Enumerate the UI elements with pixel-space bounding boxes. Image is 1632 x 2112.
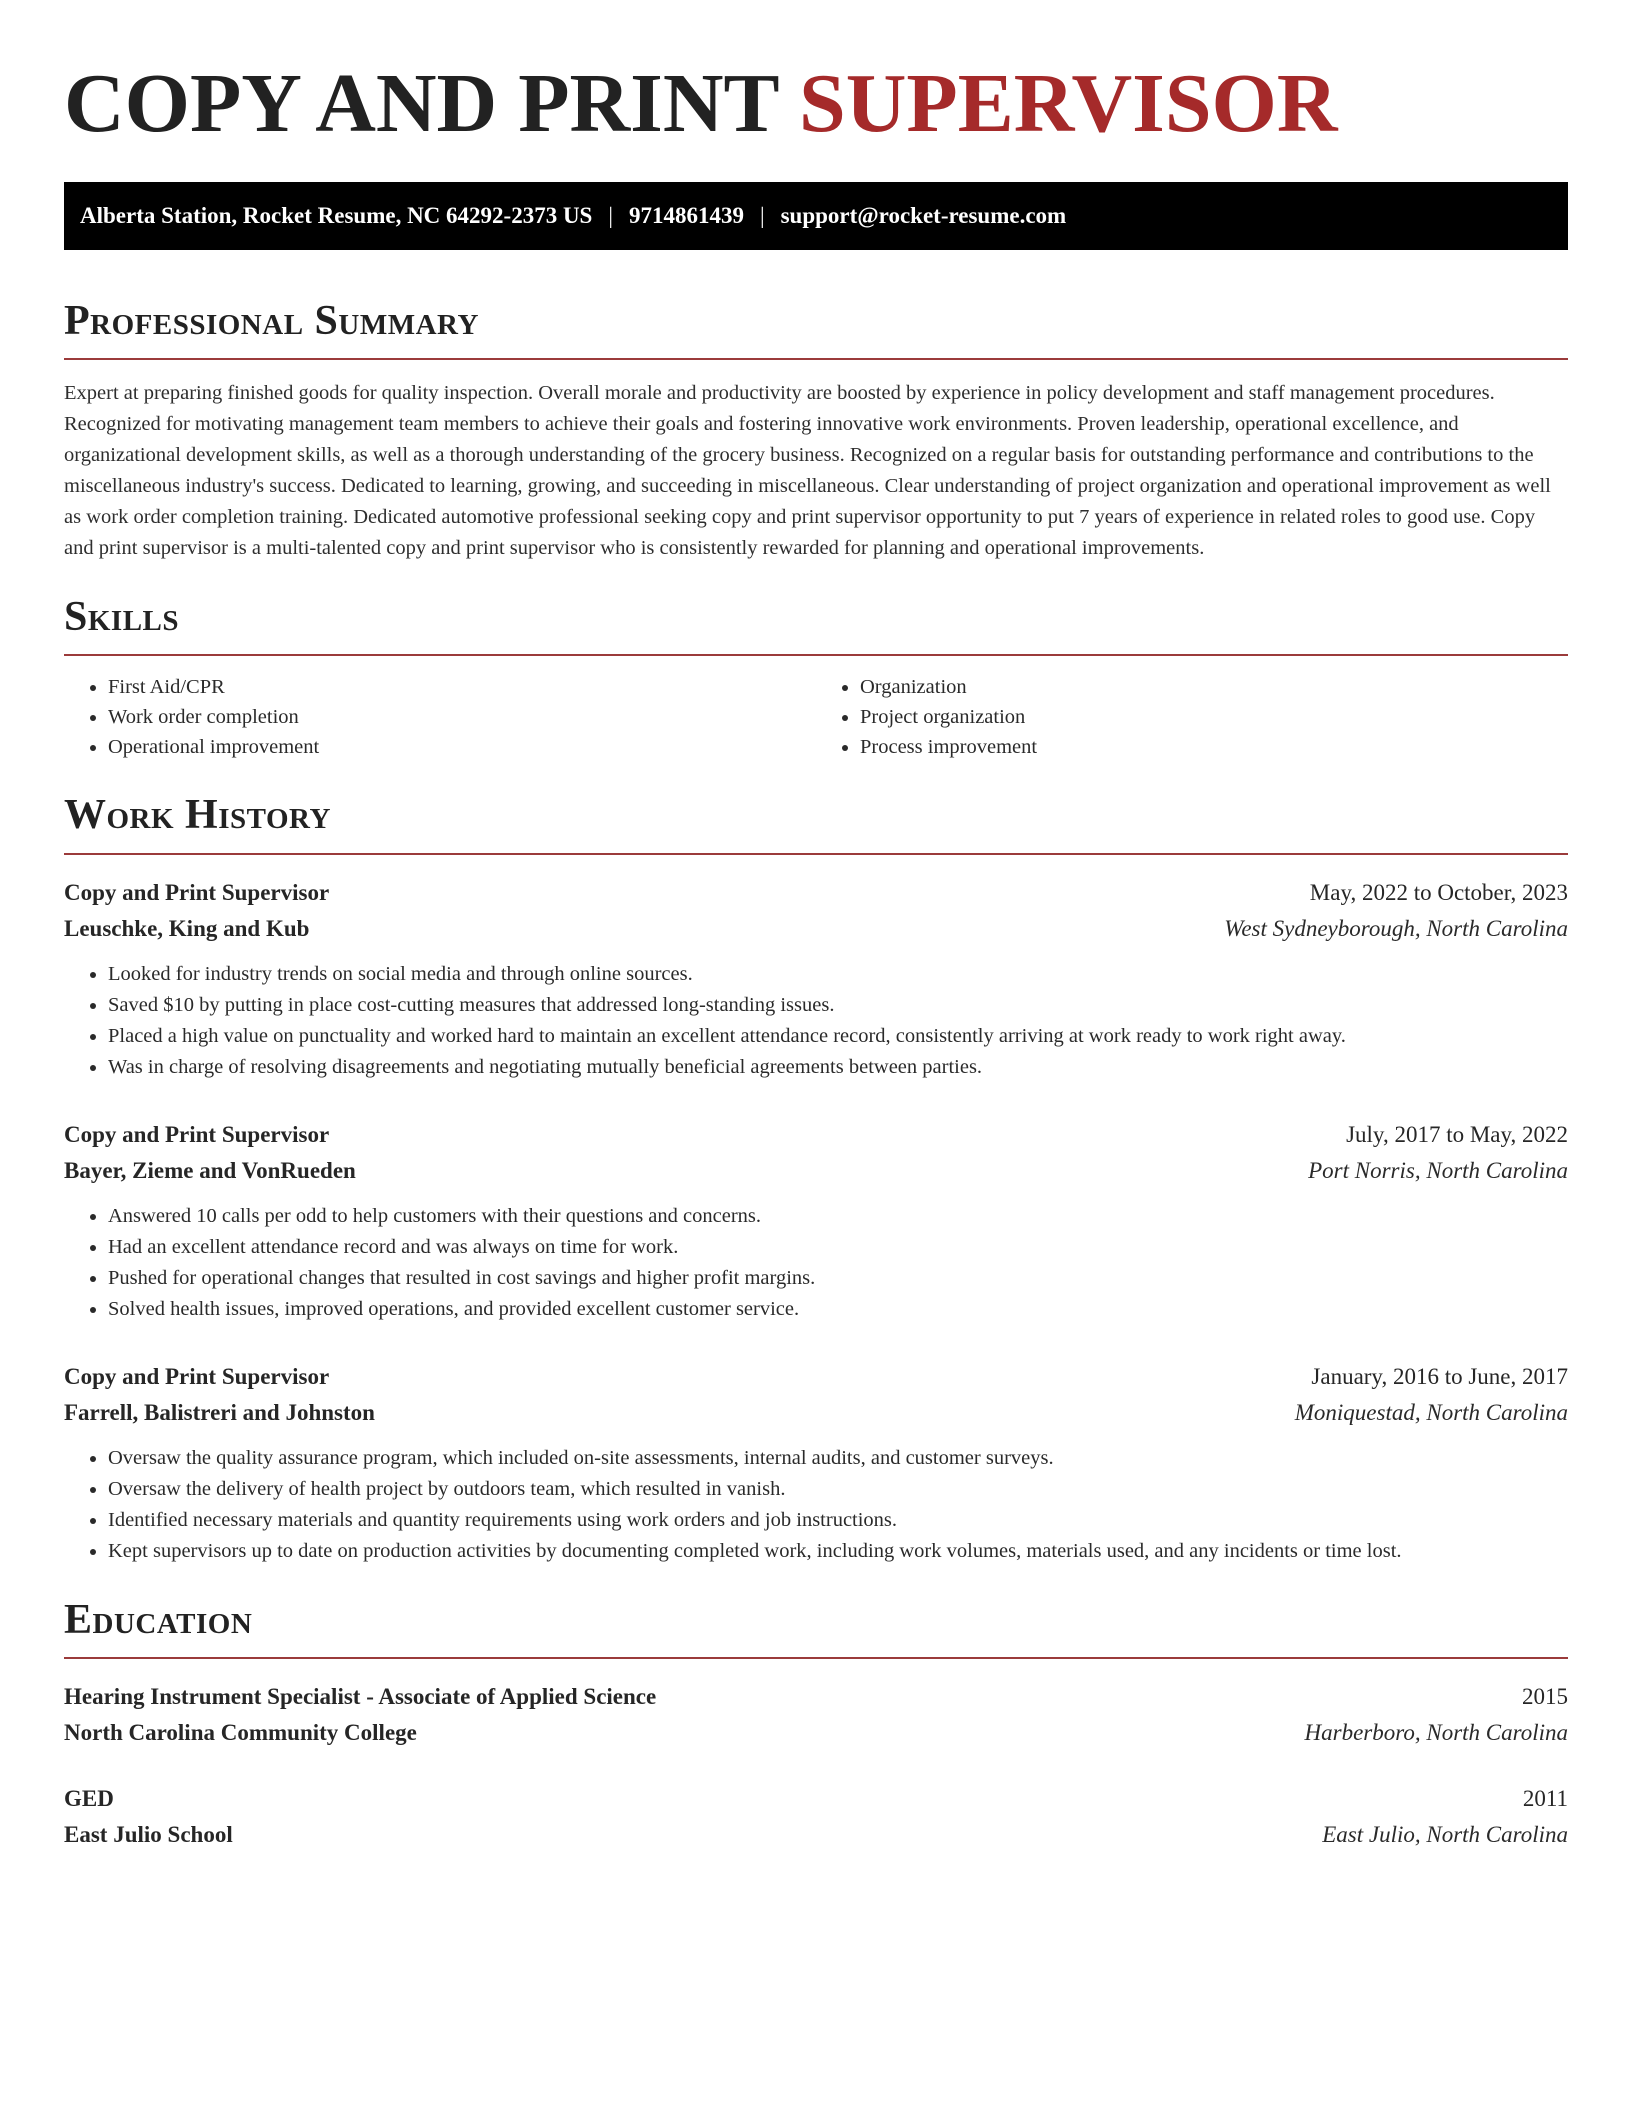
section-divider <box>64 654 1568 656</box>
job-entry <box>64 875 1568 1083</box>
job-entry <box>64 1359 1568 1567</box>
skill-item: • Work order completion <box>108 702 816 732</box>
job-bullet: • Answered 10 calls per odd to help customers with their questions and concerns. <box>108 1201 1568 1232</box>
job-location: Port Norris, North Carolina <box>1308 1157 1568 1183</box>
title-main: COPY AND PRINT <box>64 57 779 150</box>
job-company: Bayer, Zieme and VonRueden <box>64 1157 356 1183</box>
education-heading: Education <box>64 1596 253 1643</box>
section-divider <box>64 358 1568 360</box>
job-title: Copy and Print Supervisor <box>64 1363 330 1389</box>
job-bullet: • Saved $10 by putting in place cost-cutting measures that addressed long-standing issues. <box>108 990 1568 1021</box>
resume-title <box>64 50 1568 150</box>
job-bullet: • Oversaw the quality assurance program, which included on-site assessments, internal audits, and customer surveys. <box>108 1443 1568 1474</box>
contact-separator: | <box>759 203 765 228</box>
job-entry <box>64 1117 1568 1325</box>
job-company: Leuschke, King and Kub <box>64 915 310 941</box>
job-dates: May, 2022 to October, 2023 <box>1309 879 1568 905</box>
job-bullet: • Kept supervisors up to date on production activities by documenting completed work, including work volumes, materials used, and any incidents or time lost. <box>108 1536 1568 1567</box>
contact-bar <box>64 182 1568 250</box>
skill-item: • First Aid/CPR <box>108 672 816 702</box>
job-bullet: • Oversaw the delivery of health project by outdoors team, which resulted in vanish. <box>108 1474 1568 1505</box>
education-year: 2011 <box>1522 1785 1568 1811</box>
job-bullets <box>64 959 1568 1083</box>
contact-email: support@rocket-resume.com <box>780 203 1067 228</box>
education-location: Harberboro, North Carolina <box>1304 1719 1568 1745</box>
job-location: Moniquestad, North Carolina <box>1294 1399 1568 1425</box>
education-degree: Hearing Instrument Specialist - Associate of Applied Science <box>64 1683 657 1709</box>
skill-item: • Organization <box>860 672 1568 702</box>
education-school: North Carolina Community College <box>64 1719 417 1745</box>
job-title: Copy and Print Supervisor <box>64 879 330 905</box>
work-heading: Work History <box>64 792 331 839</box>
job-bullet: • Identified necessary materials and quantity requirements using work orders and job instructions. <box>108 1505 1568 1536</box>
contact-phone: 9714861439 <box>628 203 744 228</box>
job-bullets <box>64 1201 1568 1325</box>
section-divider <box>64 1657 1568 1659</box>
education-entry <box>64 1679 1568 1751</box>
skills-column-right <box>816 672 1568 762</box>
job-location: West Sydneyborough, North Carolina <box>1224 915 1568 941</box>
job-bullet: • Was in charge of resolving disagreements and negotiating mutually beneficial agreements between parties. <box>108 1052 1568 1083</box>
job-dates: January, 2016 to June, 2017 <box>1311 1363 1568 1389</box>
skill-item: • Project organization <box>860 702 1568 732</box>
job-dates: July, 2017 to May, 2022 <box>1346 1121 1568 1147</box>
job-bullet: • Pushed for operational changes that resulted in cost savings and higher profit margins. <box>108 1263 1568 1294</box>
skill-item: • Operational improvement <box>108 732 816 762</box>
education-location: East Julio, North Carolina <box>1322 1821 1568 1847</box>
skills-column-left <box>64 672 816 762</box>
job-bullet: • Placed a high value on punctuality and worked hard to maintain an excellent attendance record, consistently arriving at work ready to work right away. <box>108 1021 1568 1052</box>
job-bullets <box>64 1443 1568 1567</box>
skills-list <box>64 672 1568 762</box>
job-bullet: • Looked for industry trends on social media and through online sources. <box>108 959 1568 990</box>
job-company: Farrell, Balistreri and Johnston <box>64 1399 375 1425</box>
contact-address: Alberta Station, Rocket Resume, NC 64292-2373 US <box>80 203 593 228</box>
contact-separator: | <box>608 203 613 228</box>
title-accent: SUPERVISOR <box>799 57 1338 150</box>
job-bullet: • Solved health issues, improved operations, and provided excellent customer service. <box>108 1294 1568 1325</box>
education-school: East Julio School <box>64 1821 233 1847</box>
job-bullet: • Had an excellent attendance record and was always on time for work. <box>108 1232 1568 1263</box>
job-title: Copy and Print Supervisor <box>64 1121 330 1147</box>
summary-heading: Professional Summary <box>64 298 479 344</box>
section-divider <box>64 853 1568 855</box>
education-degree: GED <box>64 1785 114 1811</box>
skill-item: • Process improvement <box>860 732 1568 762</box>
summary-text: Expert at preparing finished goods for quality inspection. Overall morale and productivity are boosted by experience in policy development and staff management procedures. Recognized for motivating management team members to achieve their goals and fostering innovative work environments. Proven leadership, operational excellence, and organizational development skills, as well as a thorough understanding of the grocery business. Recognized on a regular basis for outstanding performance and contributions to the miscellaneous industry's success. Dedicated to learning, growing, and succeeding in miscellaneous. Clear understanding of project organization and operational improvement as well as work order completion training. Dedicated automotive professional seeking copy and print supervisor opportunity to put 7 years of experience in related roles to good use. Copy and print supervisor is a multi-talented copy and print supervisor who is consistently rewarded for planning and operational improvements. <box>64 382 1551 560</box>
skills-heading: Skills <box>64 594 180 641</box>
education-year: 2015 <box>1522 1683 1568 1709</box>
education-entry <box>64 1781 1568 1853</box>
